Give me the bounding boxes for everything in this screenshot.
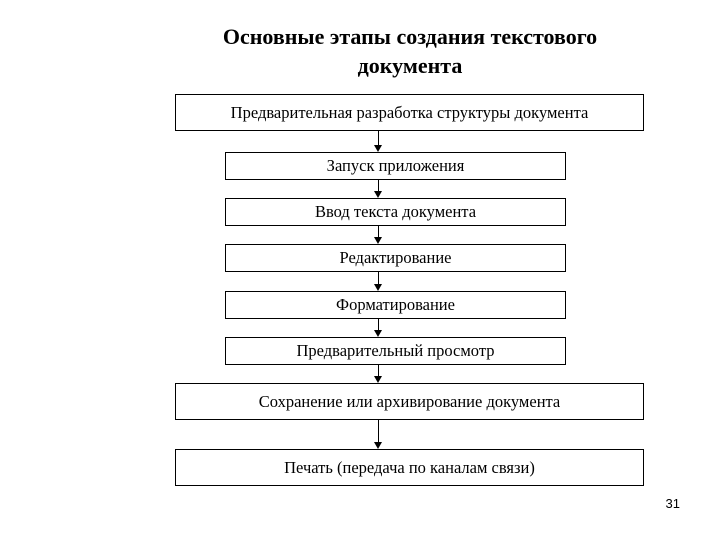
step-box-launch-app (225, 152, 566, 180)
step-label: Ввод текста документа (314, 202, 477, 221)
step-box-formatting (225, 291, 566, 319)
step-box-text-input (225, 198, 566, 226)
step-label: Форматирование (336, 295, 455, 314)
page-title (180, 22, 640, 80)
page-title-line-1: Основные этапы создания текстового (222, 24, 598, 49)
step-box-editing (225, 244, 566, 272)
step-label: Запуск приложения (326, 156, 465, 175)
step-label: Печать (передача по каналам связи) (284, 457, 535, 477)
step-label: Редактирование (339, 248, 452, 267)
step-label: Сохранение или архивирование документа (258, 391, 561, 411)
step-box-print (175, 449, 644, 486)
step-box-preview (225, 337, 566, 365)
page-number: 31 (665, 496, 680, 511)
page-title-line-2: документа (357, 53, 463, 78)
step-label: Предварительный просмотр (296, 341, 495, 360)
step-box-save-archive (175, 383, 644, 420)
step-box-structure-design (175, 94, 644, 131)
step-label: Предварительная разработка структуры документа (230, 102, 589, 122)
